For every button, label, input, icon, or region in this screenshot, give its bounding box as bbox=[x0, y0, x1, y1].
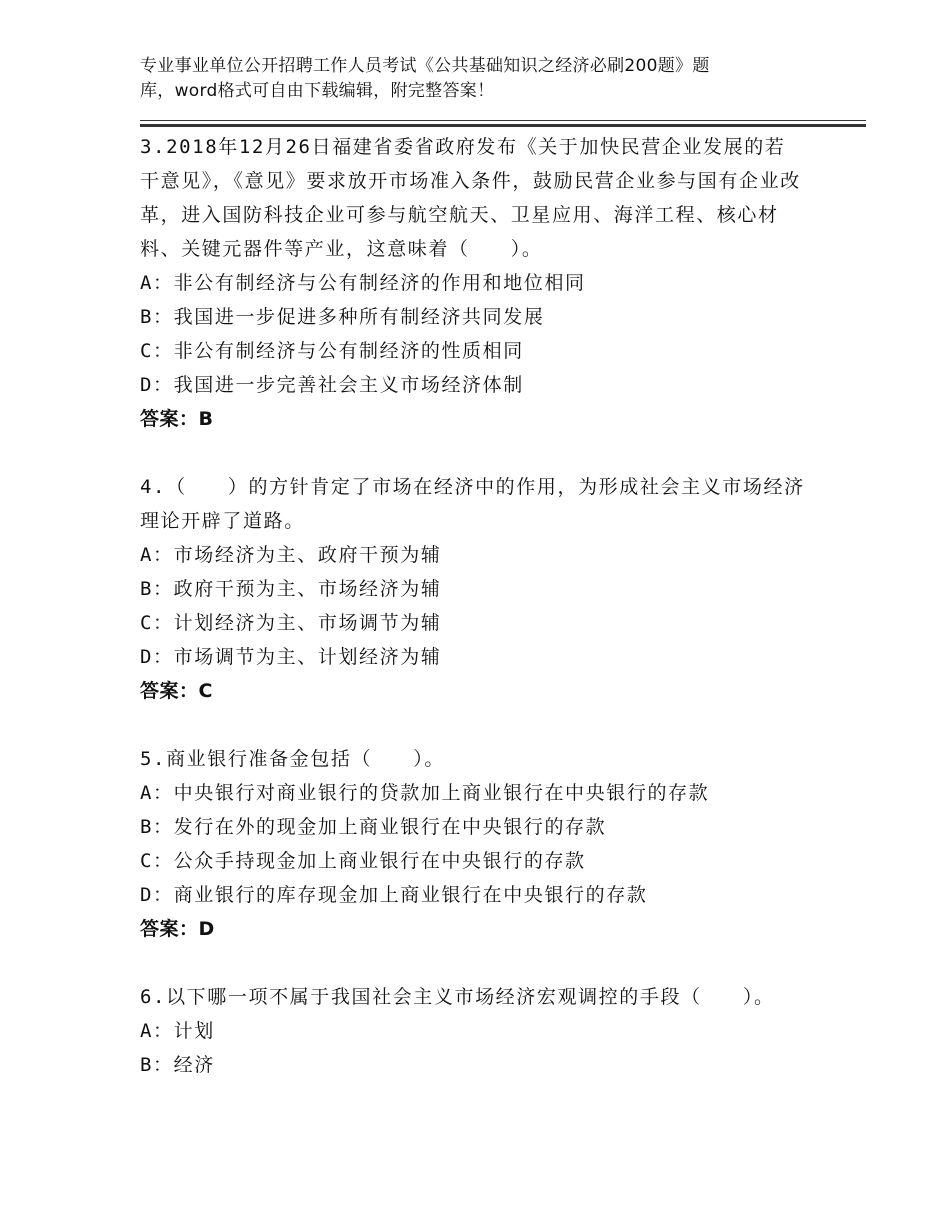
question-4 bbox=[140, 470, 840, 708]
option-list bbox=[140, 1014, 840, 1082]
option-d: D：我国进一步完善社会主义市场经济体制 bbox=[140, 374, 524, 396]
option-d: D：市场调节为主、计划经济为辅 bbox=[140, 646, 442, 668]
option-c: C：计划经济为主、市场调节为辅 bbox=[140, 612, 442, 634]
header-divider-thick bbox=[140, 124, 866, 127]
option-b: B：政府干预为主、市场经济为辅 bbox=[140, 578, 442, 600]
header-line-1: 专业事业单位公开招聘工作人员考试《公共基础知识之经济必刷200题》题 bbox=[140, 56, 710, 76]
option-c: C：非公有制经济与公有制经济的性质相同 bbox=[140, 340, 524, 362]
question-text: 6.以下哪一项不属于我国社会主义市场经济宏观调控的手段（ ）。 bbox=[140, 986, 775, 1008]
question-list bbox=[140, 130, 840, 1082]
question-3 bbox=[140, 130, 840, 436]
document-header bbox=[140, 54, 800, 104]
question-text: 5.商业银行准备金包括（ ）。 bbox=[140, 748, 445, 770]
option-b: B：经济 bbox=[140, 1054, 215, 1076]
option-a: A：中央银行对商业银行的贷款加上商业银行在中央银行的存款 bbox=[140, 782, 710, 804]
answer-label: 答案：C bbox=[140, 680, 213, 702]
header-line-2: 库，word格式可自由下载编辑，附完整答案！ bbox=[140, 81, 495, 101]
answer-label: 答案：B bbox=[140, 408, 214, 430]
option-a: A：市场经济为主、政府干预为辅 bbox=[140, 544, 442, 566]
question-6 bbox=[140, 980, 840, 1082]
option-c: C：公众手持现金加上商业银行在中央银行的存款 bbox=[140, 850, 586, 872]
option-a: A：计划 bbox=[140, 1020, 215, 1042]
question-5 bbox=[140, 742, 840, 946]
question-text: 3.2018年12月26日福建省委省政府发布《关于加快民营企业发展的若干意见》，《意见》要求放开市场准入条件，鼓励民营企业参与国有企业改革，进入国防科技企业可参与航空航天、卫星应用、海洋工程、核心材料、关键元器件等产业，这意味着（ ）。 bbox=[140, 136, 801, 260]
option-list bbox=[140, 776, 840, 912]
option-b: B：发行在外的现金加上商业银行在中央银行的存款 bbox=[140, 816, 607, 838]
header-divider-thin bbox=[140, 120, 866, 121]
answer-label: 答案：D bbox=[140, 918, 215, 940]
option-list bbox=[140, 538, 840, 674]
option-d: D：商业银行的库存现金加上商业银行在中央银行的存款 bbox=[140, 884, 648, 906]
option-list bbox=[140, 266, 840, 402]
question-text: 4.（ ）的方针肯定了市场在经济中的作用，为形成社会主义市场经济理论开辟了道路。 bbox=[140, 476, 805, 532]
option-b: B：我国进一步促进多种所有制经济共同发展 bbox=[140, 306, 545, 328]
option-a: A：非公有制经济与公有制经济的作用和地位相同 bbox=[140, 272, 586, 294]
